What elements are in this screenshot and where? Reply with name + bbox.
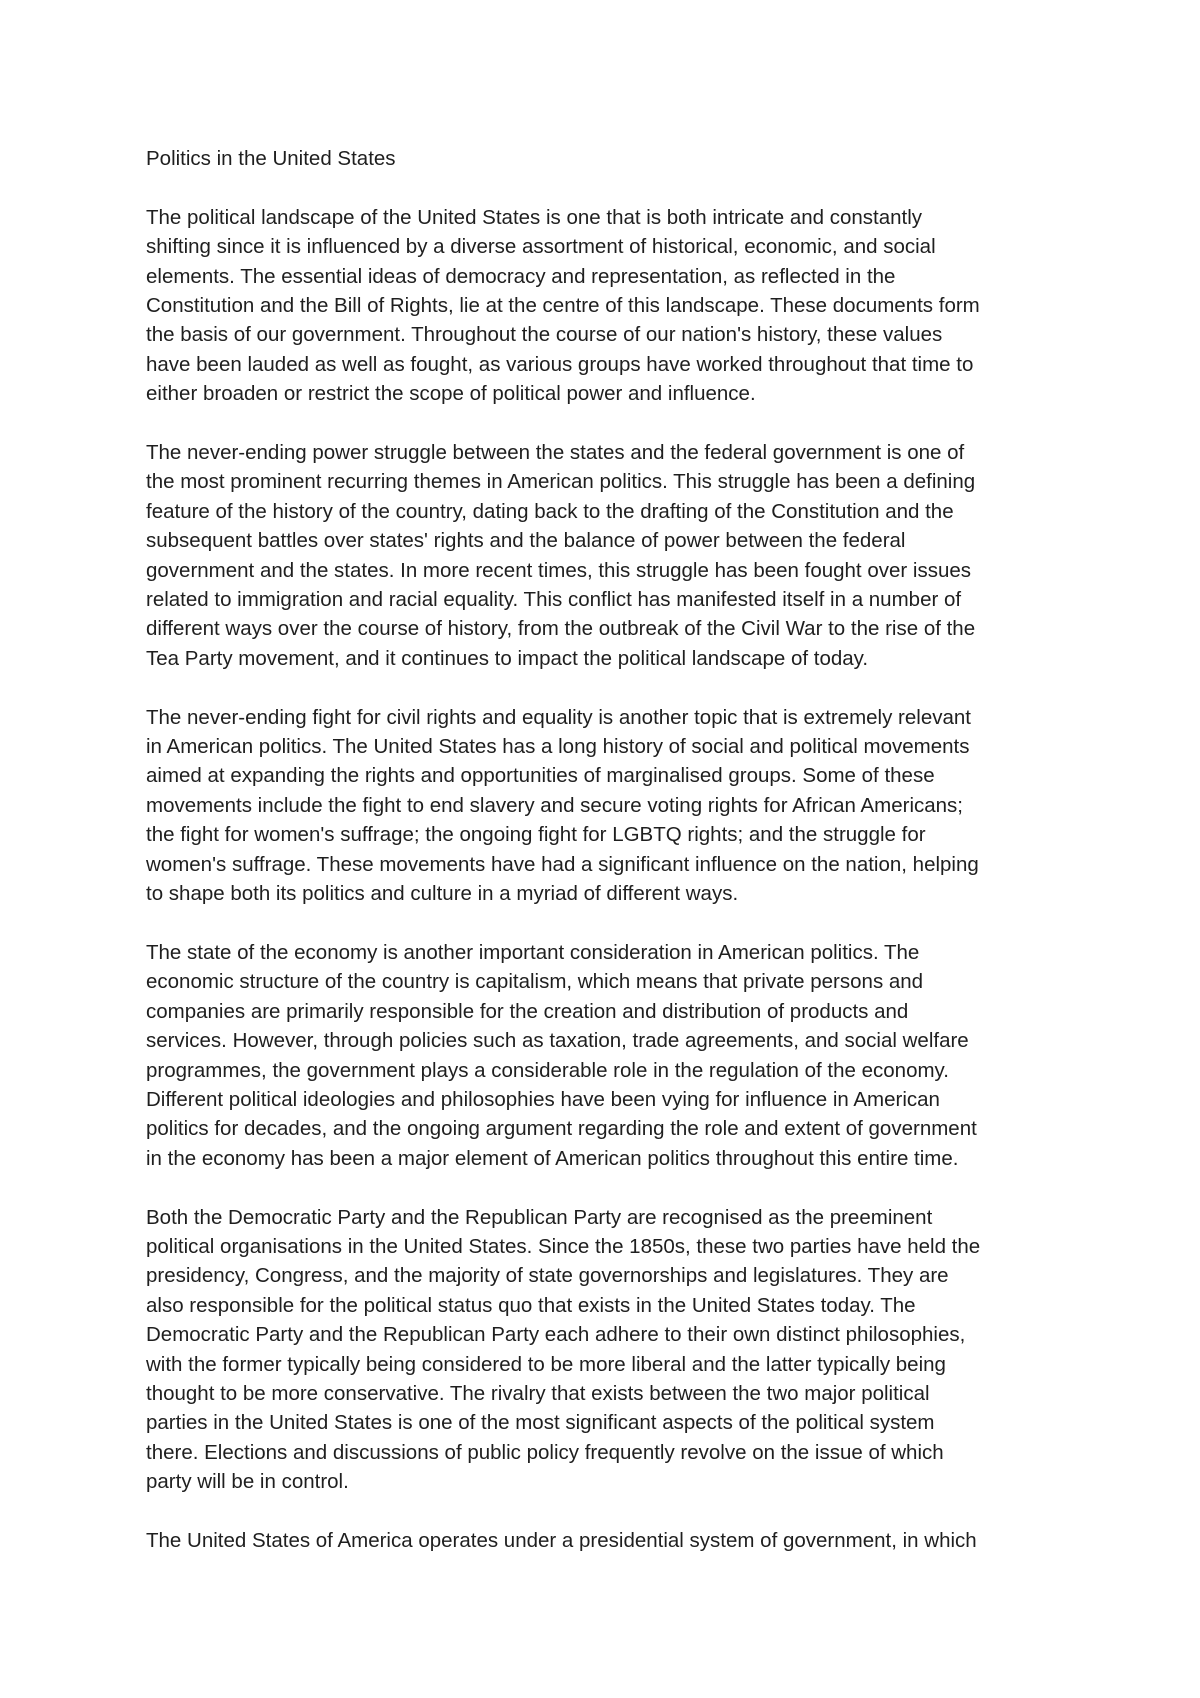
paragraph xyxy=(146,1203,1076,1497)
text-line: aimed at expanding the rights and opportunities of marginalised groups. Some of these xyxy=(146,764,935,788)
text-line: economic structure of the country is capitalism, which means that private persons and xyxy=(146,970,924,994)
text-line: there. Elections and discussions of public policy frequently revolve on the issue of which xyxy=(146,1440,944,1464)
paragraph xyxy=(146,938,1076,1173)
document-title: Politics in the United States xyxy=(146,147,396,170)
paragraph xyxy=(146,203,1076,409)
text-line: The state of the economy is another important consideration in American politics. The xyxy=(146,940,920,964)
text-line: presidency, Congress, and the majority of state governorships and legislatures. They are xyxy=(146,1264,949,1288)
text-line: programmes, the government plays a considerable role in the regulation of the economy. xyxy=(146,1058,949,1082)
text-line: Different political ideologies and philosophies have been vying for influence in American xyxy=(146,1087,940,1111)
text-line: either broaden or restrict the scope of political power and influence. xyxy=(146,382,756,406)
text-line: shifting since it is influenced by a diverse assortment of historical, economic, and social xyxy=(146,235,936,259)
text-line: services. However, through policies such as taxation, trade agreements, and social welfare xyxy=(146,1029,969,1053)
text-line: The political landscape of the United States is one that is both intricate and constantly xyxy=(146,205,923,229)
text-line: The never-ending fight for civil rights and equality is another topic that is extremely relevant xyxy=(146,705,971,729)
text-line: Democratic Party and the Republican Party each adhere to their own distinct philosophies, xyxy=(146,1323,966,1347)
text-line: The never-ending power struggle between the states and the federal government is one of xyxy=(146,441,965,465)
text-line: subsequent battles over states' rights and the balance of power between the federal xyxy=(146,529,906,553)
paragraph xyxy=(146,1526,1076,1555)
text-line: have been lauded as well as fought, as various groups have worked throughout that time to xyxy=(146,352,974,376)
text-line: Tea Party movement, and it continues to impact the political landscape of today. xyxy=(146,646,869,670)
text-line: elements. The essential ideas of democracy and representation, as reflected in the xyxy=(146,264,896,288)
text-line: feature of the history of the country, dating back to the drafting of the Constitution and the xyxy=(146,499,954,523)
text-line: companies are primarily responsible for the creation and distribution of products and xyxy=(146,999,909,1023)
text-line: parties in the United States is one of the most significant aspects of the political system xyxy=(146,1411,935,1435)
text-line: thought to be more conservative. The rivalry that exists between the two major political xyxy=(146,1381,930,1405)
text-line: party will be in control. xyxy=(146,1470,349,1494)
document-body xyxy=(146,144,1076,1585)
text-line: in the economy has been a major element of American politics throughout this entire time. xyxy=(146,1146,959,1170)
text-line: the fight for women's suffrage; the ongoing fight for LGBTQ rights; and the struggle for xyxy=(146,823,926,847)
text-line: Constitution and the Bill of Rights, lie at the centre of this landscape. These documents form xyxy=(146,294,980,318)
text-line: politics for decades, and the ongoing argument regarding the role and extent of government xyxy=(146,1117,977,1141)
text-line: the basis of our government. Throughout the course of our nation's history, these values xyxy=(146,323,943,347)
text-line: with the former typically being considered to be more liberal and the latter typically being xyxy=(146,1352,946,1376)
text-line: to shape both its politics and culture in a myriad of different ways. xyxy=(146,882,739,906)
text-line: Both the Democratic Party and the Republican Party are recognised as the preeminent xyxy=(146,1205,933,1229)
text-line: related to immigration and racial equality. This conflict has manifested itself in a number of xyxy=(146,588,962,612)
paragraph xyxy=(146,703,1076,909)
text-line: also responsible for the political status quo that exists in the United States today. The xyxy=(146,1293,916,1317)
text-line: government and the states. In more recent times, this struggle has been fought over issues xyxy=(146,558,972,582)
text-line: The United States of America operates under a presidential system of government, in which xyxy=(146,1529,977,1552)
text-line: in American politics. The United States has a long history of social and political movements xyxy=(146,735,970,759)
text-line: different ways over the course of history, from the outbreak of the Civil War to the rise of the xyxy=(146,617,976,641)
text-line: movements include the fight to end slavery and secure voting rights for African Americans; xyxy=(146,793,963,817)
text-line: political organisations in the United States. Since the 1850s, these two parties have held the xyxy=(146,1234,981,1258)
paragraph xyxy=(146,438,1076,673)
text-line: the most prominent recurring themes in American politics. This struggle has been a defining xyxy=(146,470,976,494)
text-line: women's suffrage. These movements have had a significant influence on the nation, helping xyxy=(146,852,979,876)
